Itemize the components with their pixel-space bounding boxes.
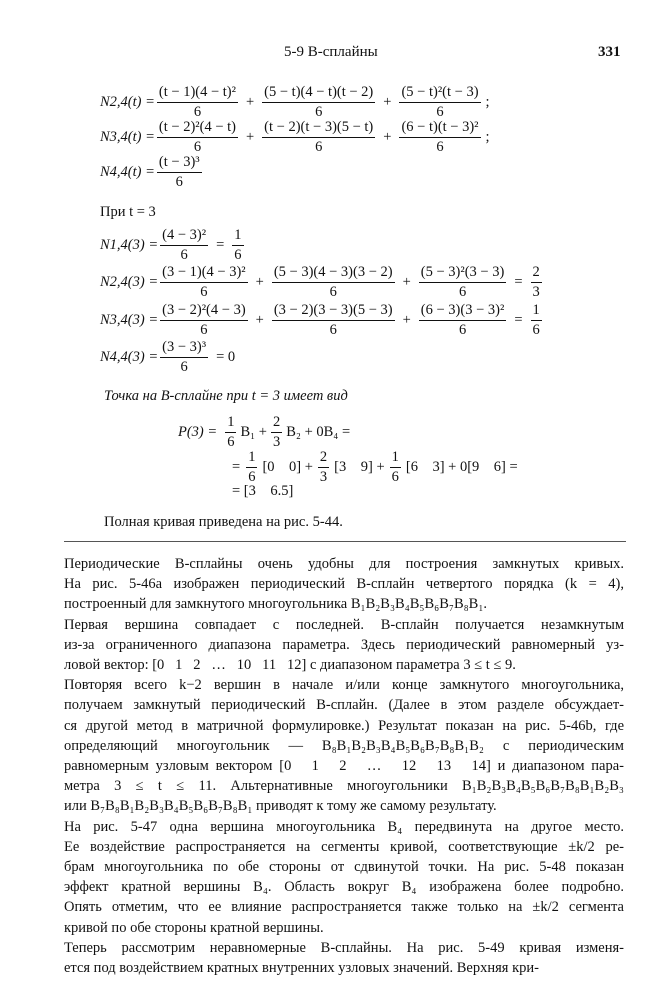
numerator: (5 − t)²(t − 3) bbox=[399, 84, 480, 103]
term-text: B₂ + 0B₄ = bbox=[286, 423, 351, 440]
numerator: 1 bbox=[232, 227, 243, 246]
operator: + bbox=[255, 273, 264, 290]
operator: + bbox=[245, 93, 255, 110]
numerator: (t − 3)³ bbox=[157, 154, 202, 173]
denominator: 6 bbox=[193, 138, 202, 155]
fraction bbox=[272, 264, 395, 301]
denominator: 6 bbox=[315, 103, 323, 120]
text-line: из-за ограниченного диапазона параметра. Здесь периодический равномерный уз- bbox=[64, 636, 624, 653]
equation-lhs: N2,4(t) = bbox=[100, 93, 155, 110]
point-eq-lhs: P(3) = bbox=[178, 423, 218, 440]
text-line: На рис. 5-47 одна вершина многоугольника B₄ передвинута на другое место. bbox=[64, 818, 624, 835]
text-line: построенный для замкнутого многоугольника B₁B₂B₃B₄B₅B₆B₇B₈B₁. bbox=[64, 596, 488, 613]
fraction bbox=[157, 84, 238, 121]
point-eq-result: = [3 6.5] bbox=[232, 483, 294, 499]
operator: = 0 bbox=[216, 348, 236, 365]
text-line: Теперь рассмотрим неравномерные В-сплайны. На рис. 5-49 кривая изменя- bbox=[64, 939, 624, 956]
fraction bbox=[160, 264, 248, 301]
equation-lhs: N3,4(3) = bbox=[100, 311, 159, 328]
fraction bbox=[531, 264, 542, 301]
fraction bbox=[390, 449, 401, 486]
denominator: 6 bbox=[436, 103, 444, 120]
equation-lhs: N4,4(3) = bbox=[100, 348, 159, 365]
equation-row bbox=[100, 152, 204, 192]
numerator: 1 bbox=[390, 449, 401, 468]
fraction bbox=[272, 302, 395, 339]
text-line: равномерным узловым вектором [0 1 2 … 12 13 14] и диапазоном пара- bbox=[64, 758, 624, 775]
denominator: 6 bbox=[458, 283, 467, 300]
equation-row bbox=[100, 337, 241, 377]
fraction bbox=[262, 119, 375, 156]
text-line: Ее воздействие распространяется на сегменты кривой, соответствующие ±k/2 ре- bbox=[64, 838, 624, 855]
operator: + bbox=[383, 128, 392, 145]
point-caption: Точка на В-сплайне при t = 3 имеет вид bbox=[104, 388, 348, 404]
equation-lhs: N1,4(3) = bbox=[100, 236, 159, 253]
denominator: 6 bbox=[180, 246, 188, 263]
body-text bbox=[64, 554, 624, 978]
text-line: кривой по обе стороны кратной вершины. bbox=[64, 919, 324, 936]
operator: + bbox=[245, 128, 255, 145]
term-text: [0 0] + bbox=[262, 458, 313, 475]
fraction bbox=[157, 119, 238, 156]
text-line: Первая вершина совпадает с последней. В-сплайн получается незамкнутым bbox=[64, 616, 624, 633]
fraction bbox=[318, 449, 329, 486]
separator: ; bbox=[485, 93, 490, 110]
text-line: получаем замкнутый периодический В-сплайн. (Далее в этом разделе обсуждает- bbox=[64, 697, 624, 714]
numerator: 2 bbox=[531, 264, 542, 283]
fraction bbox=[160, 302, 248, 339]
fraction bbox=[262, 84, 375, 121]
denominator: 6 bbox=[458, 321, 467, 338]
section-divider bbox=[64, 541, 626, 542]
text-line: ется под воздействием кратных внутренних узловых значений. Верхняя кри- bbox=[64, 960, 539, 977]
fraction bbox=[160, 339, 208, 376]
fraction bbox=[419, 302, 507, 339]
numerator: (5 − t)(4 − t)(t − 2) bbox=[262, 84, 375, 103]
text-line: метра 3 ≤ t ≤ 11. Альтернативные многоугольники B₁B₂B₃B₄B₅B₆B₇B₈B₁B₂B₃ bbox=[64, 778, 624, 795]
text-line: Опять отметим, что ее влияние распространяется также только на ±k/2 сегмента bbox=[64, 899, 624, 916]
fraction bbox=[531, 302, 542, 339]
numerator: (5 − 3)²(3 − 3) bbox=[419, 264, 507, 283]
denominator: 6 bbox=[200, 283, 208, 300]
term-text: = bbox=[232, 458, 241, 475]
equation-row bbox=[100, 82, 490, 122]
separator: ; bbox=[485, 128, 490, 145]
numerator: 2 bbox=[271, 414, 282, 433]
page-number: 331 bbox=[598, 44, 621, 60]
numerator: (3 − 3)³ bbox=[160, 339, 208, 358]
point-eq-line bbox=[178, 414, 352, 450]
denominator: 3 bbox=[532, 283, 540, 300]
denominator: 6 bbox=[175, 173, 183, 190]
operator: = bbox=[514, 311, 523, 328]
fraction bbox=[271, 414, 282, 451]
text-line: ся другой метод в матричной формулировке.) Результат показан на рис. 5-46b, где bbox=[64, 717, 624, 734]
full-curve-note: Полная кривая приведена на рис. 5-44. bbox=[104, 514, 343, 530]
point-eq-line bbox=[232, 449, 521, 485]
numerator: 1 bbox=[225, 414, 236, 433]
denominator: 6 bbox=[200, 321, 208, 338]
fraction bbox=[225, 414, 236, 451]
denominator: 3 bbox=[272, 433, 281, 450]
equation-row bbox=[100, 262, 544, 302]
denominator: 6 bbox=[227, 433, 235, 450]
denominator: 6 bbox=[532, 321, 540, 338]
term-text: [6 3] + 0[9 6] = bbox=[405, 458, 518, 475]
denominator: 6 bbox=[180, 358, 188, 375]
text-line: Повторяя всего k−2 вершин в начале и/или конце замкнутого многоугольника, bbox=[64, 677, 624, 694]
numerator: (3 − 2)(3 − 3)(5 − 3) bbox=[272, 302, 395, 321]
operator: + bbox=[383, 93, 392, 110]
equation-row bbox=[100, 117, 490, 157]
denominator: 6 bbox=[193, 103, 202, 120]
operator: = bbox=[514, 273, 523, 290]
term-text: [3 9] + bbox=[334, 458, 385, 475]
denominator: 3 bbox=[319, 468, 328, 485]
numerator: 1 bbox=[246, 449, 257, 468]
text-line: На рис. 5-46a изображен периодический В-сплайн четвертого порядка (k = 4), bbox=[64, 576, 624, 593]
fraction bbox=[399, 84, 480, 121]
operator: + bbox=[255, 311, 264, 328]
fraction bbox=[246, 449, 257, 486]
denominator: 6 bbox=[391, 468, 399, 485]
text-line: или B₇B₈B₁B₂B₃B₄B₅B₆B₇B₈B₁ приводят к тому же самому результату. bbox=[64, 798, 497, 815]
numerator: (6 − 3)(3 − 3)² bbox=[419, 302, 507, 321]
condition-t-equals-3: При t = 3 bbox=[100, 204, 156, 220]
running-header: 5-9 В-сплайны bbox=[284, 44, 378, 60]
text-line: ловой вектор: [0 1 2 … 10 11 12] с диапазоном параметра 3 ≤ t ≤ 9. bbox=[64, 657, 516, 674]
numerator: (3 − 2)²(4 − 3) bbox=[160, 302, 248, 321]
term-text: B₁ + bbox=[240, 423, 267, 440]
operator: + bbox=[402, 273, 411, 290]
denominator: 6 bbox=[329, 321, 337, 338]
numerator: (t − 1)(4 − t)² bbox=[157, 84, 238, 103]
denominator: 6 bbox=[315, 138, 323, 155]
fraction bbox=[399, 119, 480, 156]
numerator: (4 − 3)² bbox=[160, 227, 208, 246]
equation-row bbox=[100, 225, 246, 265]
denominator: 6 bbox=[234, 246, 242, 263]
operator: = bbox=[216, 236, 225, 253]
denominator: 6 bbox=[329, 283, 337, 300]
fraction bbox=[160, 227, 208, 264]
fraction bbox=[419, 264, 507, 301]
equation-row bbox=[100, 300, 544, 340]
text-line: брам многоугольника по обе стороны от сдвинутой точки. На рис. 5-48 показан bbox=[64, 859, 624, 876]
text-line: эффект кратной вершины B₄. Область вокруг B₄ изображена более подробно. bbox=[64, 879, 624, 896]
numerator: (3 − 1)(4 − 3)² bbox=[160, 264, 248, 283]
denominator: 6 bbox=[248, 468, 256, 485]
equation-lhs: N4,4(t) = bbox=[100, 163, 155, 180]
denominator: 6 bbox=[436, 138, 444, 155]
equation-lhs: N3,4(t) = bbox=[100, 128, 155, 145]
equation-lhs: N2,4(3) = bbox=[100, 273, 159, 290]
numerator: (t − 2)(t − 3)(5 − t) bbox=[262, 119, 375, 138]
operator: + bbox=[402, 311, 411, 328]
numerator: 2 bbox=[318, 449, 329, 468]
numerator: (t − 2)²(4 − t) bbox=[157, 119, 238, 138]
numerator: (5 − 3)(4 − 3)(3 − 2) bbox=[272, 264, 395, 283]
fraction bbox=[232, 227, 243, 264]
numerator: 1 bbox=[531, 302, 542, 321]
fraction bbox=[157, 154, 202, 191]
numerator: (6 − t)(t − 3)² bbox=[399, 119, 480, 138]
text-line: Периодические В-сплайны очень удобны для построения замкнутых кривых. bbox=[64, 556, 624, 572]
text-line: определяющий многоугольник — B₈B₁B₂B₃B₄B₅B₆B₇B₈B₁B₂ с периодическим bbox=[64, 737, 624, 754]
